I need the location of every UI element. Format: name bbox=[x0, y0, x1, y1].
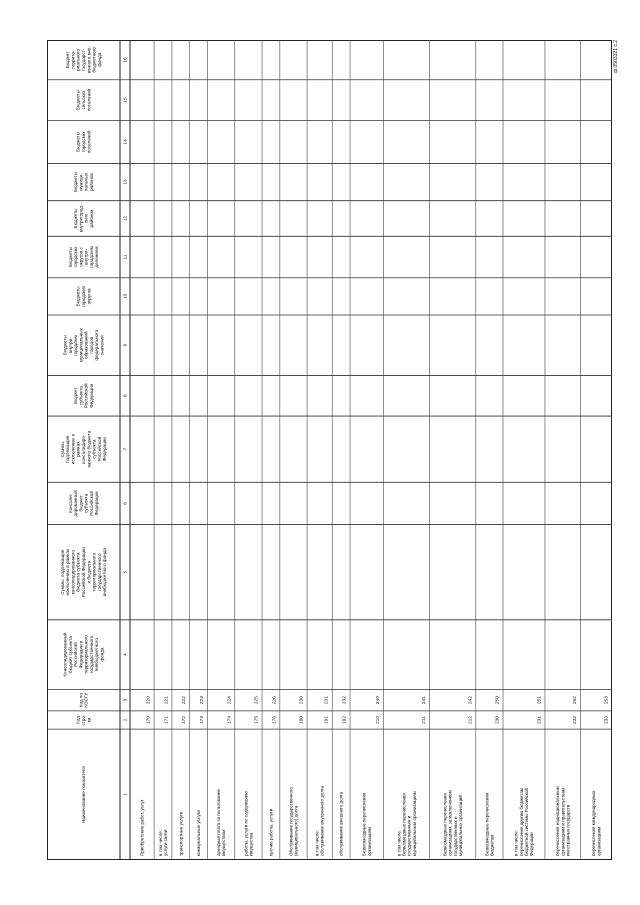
row-code: 232 bbox=[573, 716, 579, 725]
svg-text:государственного: государственного bbox=[88, 635, 94, 674]
row-kosgu: 253 bbox=[604, 696, 610, 705]
svg-text:работы, услуги по содержанию: работы, услуги по содержанию bbox=[243, 791, 249, 856]
svg-text:Бюджеты: Бюджеты bbox=[73, 208, 79, 229]
row-kosgu: 252 bbox=[573, 696, 579, 705]
row-code: 230 bbox=[495, 716, 501, 725]
svg-text:и бюджета: и бюджета bbox=[86, 560, 92, 584]
row-kosgu: 240 bbox=[376, 696, 382, 705]
svg-text:услуги связи: услуги связи bbox=[163, 829, 169, 856]
svg-text:Бюджет: Бюджет bbox=[65, 51, 71, 69]
svg-text:Суммы,: Суммы, bbox=[59, 440, 65, 458]
row-kosgu: 242 bbox=[468, 696, 474, 705]
report-table bbox=[47, 40, 612, 860]
svg-text:внебюджетного: внебюджетного bbox=[94, 638, 100, 672]
svg-text:Федерации: Федерации bbox=[102, 437, 108, 462]
svg-text:Российской: Российской bbox=[83, 383, 89, 409]
svg-text:безвозмездные перечисления: безвозмездные перечисления bbox=[401, 793, 407, 856]
column-number: 3 bbox=[122, 698, 128, 702]
row-name bbox=[216, 788, 226, 856]
svg-text:в том числе:: в том числе: bbox=[396, 830, 402, 856]
row-name bbox=[268, 808, 273, 856]
svg-text:районов: районов bbox=[88, 173, 94, 191]
row-kosgu: 220 bbox=[146, 696, 152, 705]
row-name bbox=[243, 790, 253, 856]
svg-text:городских: городских bbox=[81, 131, 86, 153]
column-number: 14 bbox=[122, 139, 128, 145]
row-name bbox=[362, 792, 372, 856]
column-header-13 bbox=[73, 172, 94, 192]
svg-text:поселений: поселений bbox=[86, 88, 92, 112]
svg-text:бюджетной системы Российской: бюджетной системы Российской bbox=[524, 788, 530, 856]
row-name bbox=[591, 791, 601, 856]
svg-text:Федерации и: Федерации и bbox=[78, 640, 84, 669]
row-code: 190 bbox=[299, 716, 305, 725]
row-kosgu: 232 bbox=[342, 696, 348, 705]
column-number: 2 bbox=[122, 718, 128, 722]
column-header-11 bbox=[68, 246, 99, 268]
svg-text:государственным и: государственным и bbox=[406, 815, 412, 856]
row-code: 173 bbox=[200, 716, 206, 725]
svg-text:стро-: стро- bbox=[81, 714, 86, 726]
column-number: 6 bbox=[122, 502, 128, 505]
row-code: 233 bbox=[604, 716, 610, 725]
row-name bbox=[484, 792, 494, 856]
svg-text:Российской Федерации: Российской Федерации bbox=[81, 547, 86, 598]
svg-text:Бюджеты: Бюджеты bbox=[73, 172, 79, 193]
svg-text:Бюджеты: Бюджеты bbox=[75, 286, 81, 307]
svg-text:бюджет: бюджет bbox=[78, 495, 84, 512]
svg-text:имущества: имущества bbox=[248, 832, 254, 856]
row-code: 176 bbox=[272, 716, 278, 725]
svg-text:перечисления международным: перечисления международным bbox=[591, 790, 597, 856]
svg-text:в том числе:: в том числе: bbox=[513, 830, 519, 856]
svg-text:безвозмездные перечисления: безвозмездные перечисления bbox=[442, 793, 448, 856]
svg-text:организациям: организациям bbox=[596, 826, 602, 856]
row-name bbox=[514, 788, 535, 856]
column-number: 10 bbox=[122, 293, 128, 299]
svg-text:муници-: муници- bbox=[78, 173, 84, 191]
column-header-8 bbox=[73, 383, 94, 408]
column-header-16 bbox=[65, 46, 102, 74]
svg-text:перечисления другим бюджетам: перечисления другим бюджетам bbox=[518, 788, 524, 856]
svg-text:субъекта: субъекта bbox=[78, 386, 84, 406]
row-code: 212 bbox=[468, 716, 474, 725]
svg-text:Федерации: Федерации bbox=[88, 383, 94, 408]
svg-text:городских: городских bbox=[73, 334, 79, 356]
svg-text:прочие работы, услуги: прочие работы, услуги bbox=[268, 808, 274, 856]
svg-text:Суммы, подлежащие: Суммы, подлежащие bbox=[59, 549, 65, 595]
column-number: 7 bbox=[122, 447, 128, 451]
svg-text:коммунальные услуги: коммунальные услуги bbox=[196, 810, 202, 856]
svg-text:исключению в: исключению в bbox=[70, 434, 76, 465]
row-name bbox=[178, 811, 183, 856]
svg-text:организациям и правительствам: организациям и правительствам bbox=[560, 787, 566, 856]
svg-text:бюджетного: бюджетного bbox=[91, 47, 97, 73]
row-kosgu: 225 bbox=[254, 696, 260, 705]
svg-text:иностранных государств: иностранных государств bbox=[565, 804, 571, 856]
svg-text:в том числе:: в том числе: bbox=[157, 830, 163, 856]
svg-text:организациям: организациям bbox=[366, 826, 372, 856]
svg-text:Бюджет: Бюджет bbox=[73, 387, 79, 405]
row-kosgu: 231 bbox=[324, 696, 330, 705]
svg-text:Российской: Российской bbox=[96, 436, 102, 462]
svg-text:округов с: округов с bbox=[78, 247, 84, 267]
row-kosgu: 230 bbox=[299, 696, 305, 705]
svg-text:территориального: территориального bbox=[83, 635, 89, 675]
column-header-10 bbox=[76, 285, 92, 307]
svg-text:государст-: государст- bbox=[81, 48, 86, 72]
row-kosgu: 241 bbox=[422, 696, 428, 705]
svg-text:Бюджеты: Бюджеты bbox=[62, 335, 68, 356]
svg-text:округов: округов bbox=[86, 288, 92, 305]
svg-text:Бюджеты: Бюджеты bbox=[75, 131, 81, 152]
row-code: 172 bbox=[182, 716, 188, 725]
svg-text:ки: ки bbox=[86, 717, 92, 723]
svg-text:Безвозмездные перечисления: Безвозмездные перечисления bbox=[361, 792, 367, 856]
row-name bbox=[140, 799, 145, 856]
svg-text:городских: городских bbox=[81, 285, 86, 307]
row-code: 175 bbox=[254, 716, 260, 725]
row-code: 231 bbox=[537, 716, 543, 725]
row-code: 211 bbox=[422, 716, 428, 724]
row-name bbox=[555, 786, 570, 856]
svg-text:образований: образований bbox=[83, 331, 89, 359]
svg-text:перечисления наднациональным: перечисления наднациональным bbox=[555, 786, 561, 856]
svg-text:дированный: дированный bbox=[73, 490, 79, 517]
row-code: 171 bbox=[164, 716, 170, 725]
svg-text:Консоли-: Консоли- bbox=[67, 493, 73, 514]
row-code: 192 bbox=[342, 716, 348, 725]
svg-text:Код: Код bbox=[75, 716, 81, 724]
svg-text:арендная плата за пользование: арендная плата за пользование bbox=[216, 788, 222, 856]
svg-text:консолидиро-: консолидиро- bbox=[81, 434, 86, 464]
column-header-3 bbox=[78, 693, 88, 708]
row-kosgu: 221 bbox=[164, 696, 170, 705]
row-name bbox=[158, 829, 168, 856]
column-number: 8 bbox=[122, 394, 128, 398]
svg-text:Федерации: Федерации bbox=[94, 491, 100, 516]
column-number: 12 bbox=[122, 215, 128, 222]
svg-text:ванного бюджета: ванного бюджета bbox=[86, 430, 92, 468]
svg-text:районов: районов bbox=[88, 209, 94, 228]
svg-text:пальных: пальных bbox=[83, 172, 89, 192]
svg-text:фонда: фонда bbox=[96, 52, 102, 67]
column-header-9 bbox=[62, 327, 104, 362]
svg-text:(муниципального) долга: (муниципального) долга bbox=[293, 805, 299, 856]
svg-text:внутри-: внутри- bbox=[67, 337, 73, 354]
svg-text:муниципальным организациям: муниципальным организациям bbox=[411, 791, 417, 856]
svg-text:ских: ских bbox=[83, 213, 89, 224]
svg-text:в том числе:: в том числе: bbox=[314, 830, 320, 856]
column-number: 16 bbox=[122, 57, 128, 63]
column-header-12 bbox=[73, 204, 94, 232]
svg-text:Бюджеты: Бюджеты bbox=[67, 247, 73, 267]
row-code: 174 bbox=[227, 716, 233, 725]
row-code: 170 bbox=[146, 716, 152, 725]
column-number: 4 bbox=[122, 653, 128, 656]
svg-text:транспортные услуги: транспортные услуги bbox=[178, 811, 184, 856]
svg-text:муниципальных организаций: муниципальных организаций bbox=[457, 795, 463, 856]
svg-text:Федерации: Федерации bbox=[529, 832, 535, 856]
row-kosgu: 223 bbox=[200, 696, 206, 705]
svg-text:Российской: Российской bbox=[73, 642, 79, 667]
svg-text:организациям, за исключением: организациям, за исключением bbox=[447, 790, 453, 856]
svg-text:Приобретение работ, услуг: Приобретение работ, услуг bbox=[139, 799, 145, 856]
row-name bbox=[396, 791, 417, 856]
column-header-2 bbox=[76, 714, 92, 726]
column-number: 5 bbox=[122, 570, 128, 574]
svg-text:риального: риального bbox=[75, 48, 81, 71]
svg-text:городских: городских bbox=[73, 246, 79, 268]
svg-text:исключению в рамках: исключению в рамках bbox=[65, 548, 71, 596]
svg-text:городским: городским bbox=[88, 246, 94, 268]
form-code: ф.0503321 с.2 bbox=[613, 40, 619, 74]
row-kosgu: 251 bbox=[537, 696, 543, 705]
svg-text:обслуживание внутреннего долга: обслуживание внутреннего долга bbox=[319, 786, 325, 856]
row-kosgu: 250 bbox=[495, 696, 501, 705]
svg-text:Безвозмездные перечисления: Безвозмездные перечисления bbox=[484, 792, 490, 856]
svg-text:венного вне-: венного вне- bbox=[86, 46, 92, 74]
svg-text:бюджет субъекта: бюджет субъекта bbox=[67, 636, 73, 673]
svg-text:государственного: государственного bbox=[96, 553, 102, 591]
column-header-15 bbox=[76, 88, 92, 111]
svg-text:городов: городов bbox=[88, 336, 94, 354]
column-number: 9 bbox=[122, 343, 128, 347]
svg-text:федерального: федерального bbox=[94, 329, 100, 361]
svg-text:Наименование показателя: Наименование показателя bbox=[81, 766, 86, 824]
svg-text:КОСГУ: КОСГУ bbox=[83, 692, 89, 708]
svg-text:территориального: территориального bbox=[91, 552, 97, 592]
row-kosgu: 222 bbox=[182, 696, 188, 705]
row-name bbox=[339, 791, 344, 856]
row-name bbox=[442, 790, 463, 856]
column-header-4 bbox=[61, 632, 104, 676]
svg-text:подлежащие: подлежащие bbox=[65, 435, 71, 463]
column-number: 13 bbox=[122, 179, 128, 185]
svg-text:террито-: террито- bbox=[70, 50, 76, 70]
svg-text:внутри-: внутри- bbox=[83, 248, 89, 266]
svg-text:значения: значения bbox=[99, 335, 105, 356]
svg-text:поселений: поселений bbox=[86, 130, 92, 154]
row-kosgu: 224 bbox=[227, 696, 233, 705]
svg-text:бюджетам: бюджетам bbox=[489, 834, 495, 856]
svg-text:субъекта: субъекта bbox=[83, 493, 89, 514]
svg-text:субъекта: субъекта bbox=[91, 439, 97, 459]
column-header-7 bbox=[60, 430, 107, 467]
svg-text:Консолидированный: Консолидированный bbox=[62, 632, 68, 677]
row-code: 191 bbox=[324, 716, 330, 725]
row-name bbox=[288, 786, 298, 856]
svg-text:государственных и: государственных и bbox=[452, 816, 458, 856]
svg-text:консолидированного: консолидированного bbox=[70, 550, 76, 595]
row-kosgu: 226 bbox=[272, 696, 278, 705]
svg-text:Российской: Российской bbox=[88, 491, 94, 516]
svg-text:обслуживание внешнего долга: обслуживание внешнего долга bbox=[338, 791, 344, 856]
column-header-5 bbox=[60, 547, 107, 597]
svg-text:фонда: фонда bbox=[99, 647, 105, 662]
svg-text:муниципальных: муниципальных bbox=[78, 328, 84, 363]
svg-text:рамках: рамках bbox=[75, 441, 81, 457]
column-number: 1 bbox=[122, 793, 128, 796]
column-header-14 bbox=[76, 130, 92, 153]
row-name bbox=[196, 810, 201, 856]
column-number: 15 bbox=[122, 97, 128, 103]
svg-text:внебюджетного фонда: внебюджетного фонда bbox=[102, 548, 108, 597]
svg-text:делением: делением bbox=[94, 246, 100, 268]
column-header-6 bbox=[68, 490, 99, 517]
svg-text:бюджета субъекта: бюджета субъекта bbox=[75, 552, 81, 592]
row-name bbox=[315, 786, 325, 856]
svg-text:Бюджеты: Бюджеты bbox=[75, 90, 81, 111]
column-header-1 bbox=[81, 766, 86, 823]
svg-text:внутригород-: внутригород- bbox=[78, 204, 84, 233]
column-number: 11 bbox=[122, 254, 128, 260]
row-code: 210 bbox=[376, 716, 382, 725]
svg-text:сельских: сельских bbox=[81, 90, 86, 110]
svg-text:Обслуживание государственного: Обслуживание государственного bbox=[288, 786, 294, 856]
svg-text:Код по: Код по bbox=[78, 693, 84, 708]
svg-text:имуществом: имуществом bbox=[221, 829, 227, 856]
